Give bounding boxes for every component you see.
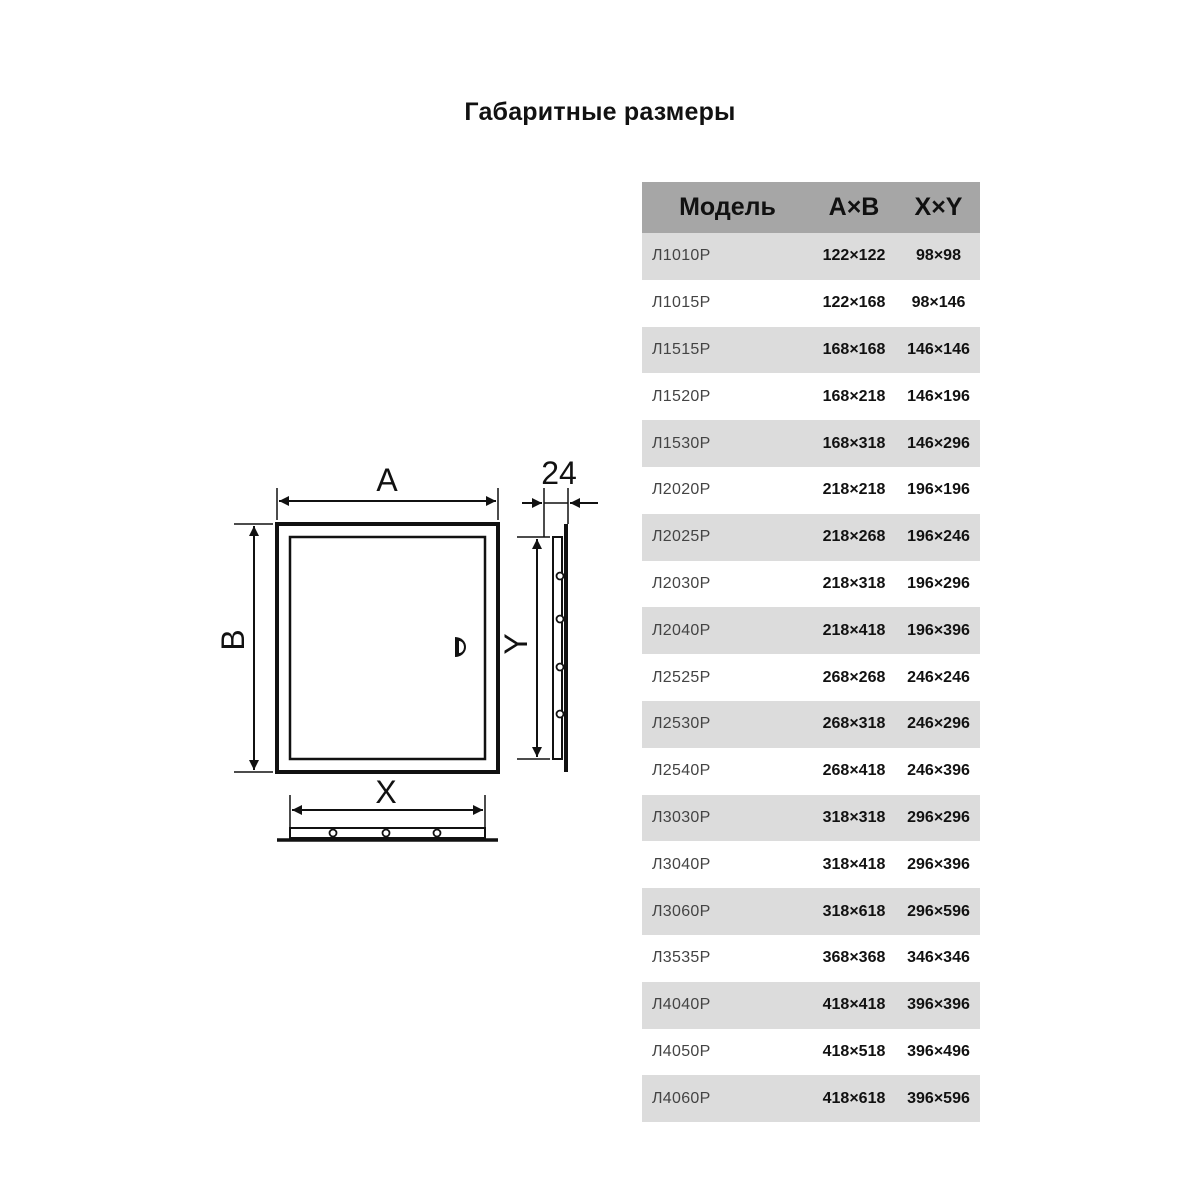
label-b: B — [215, 629, 251, 651]
table-row — [642, 280, 980, 327]
cell-xy: 396×496 — [907, 1042, 970, 1060]
cell-model: Л2530Р — [652, 715, 711, 733]
table-row — [642, 420, 980, 467]
table-row — [642, 607, 980, 654]
table-row — [642, 982, 980, 1029]
cell-ab: 218×318 — [822, 574, 886, 592]
table-row — [642, 514, 980, 561]
cell-xy: 396×596 — [907, 1089, 970, 1107]
cell-ab: 418×518 — [822, 1042, 886, 1060]
table-row — [642, 233, 980, 280]
cell-ab: 418×618 — [822, 1089, 886, 1107]
cell-model: Л2525Р — [652, 668, 711, 686]
table-row — [642, 654, 980, 701]
cell-ab: 122×168 — [822, 294, 886, 312]
table-row — [642, 327, 980, 374]
label-x: X — [375, 774, 397, 810]
label-y: Y — [498, 633, 534, 655]
table-row — [642, 1075, 980, 1122]
cell-ab: 318×618 — [822, 902, 886, 920]
cell-xy: 246×246 — [907, 668, 970, 686]
table-row — [642, 935, 980, 982]
cell-xy: 246×296 — [907, 715, 970, 733]
cell-xy: 196×246 — [907, 528, 970, 546]
cell-ab: 168×318 — [822, 434, 886, 452]
cell-model: Л1520Р — [652, 387, 711, 405]
table-row — [642, 795, 980, 842]
cell-xy: 246×396 — [907, 762, 970, 780]
cell-ab: 268×418 — [822, 762, 886, 780]
cell-model: Л4060Р — [652, 1089, 711, 1107]
table-body — [642, 233, 980, 1122]
cell-xy: 196×196 — [907, 481, 970, 499]
cell-model: Л3535Р — [652, 949, 711, 967]
header-xy: X×Y — [914, 193, 963, 221]
cell-model: Л2040Р — [652, 621, 711, 639]
cell-ab: 218×268 — [822, 528, 886, 546]
table-row — [642, 1029, 980, 1076]
cell-model: Л2540Р — [652, 762, 711, 780]
cell-model: Л1515Р — [652, 340, 711, 358]
table-row — [642, 841, 980, 888]
header-model: Модель — [679, 193, 776, 221]
cell-model: Л1010Р — [652, 247, 711, 265]
label-a: A — [376, 462, 398, 498]
table-row — [642, 373, 980, 420]
cell-model: Л1015Р — [652, 294, 711, 312]
cell-ab: 168×168 — [822, 340, 886, 358]
cell-xy: 146×296 — [907, 434, 970, 452]
cell-xy: 346×346 — [907, 949, 970, 967]
table-row — [642, 561, 980, 608]
cell-xy: 296×396 — [907, 855, 970, 873]
cell-xy: 196×296 — [907, 574, 970, 592]
cell-model: Л4050Р — [652, 1042, 711, 1060]
table-header — [642, 182, 980, 233]
table-row — [642, 701, 980, 748]
cell-xy: 296×296 — [907, 808, 970, 826]
header-ab: A×B — [828, 193, 880, 221]
cell-ab: 318×418 — [822, 855, 886, 873]
cell-ab: 268×318 — [822, 715, 886, 733]
label-depth: 24 — [541, 455, 577, 491]
cell-model: Л3060Р — [652, 902, 711, 920]
cell-ab: 218×418 — [822, 621, 886, 639]
page-title: Габаритные размеры — [464, 98, 736, 126]
cell-ab: 318×318 — [822, 808, 886, 826]
cell-xy: 146×146 — [907, 340, 970, 358]
table-row — [642, 467, 980, 514]
table-row — [642, 748, 980, 795]
cell-model: Л2025Р — [652, 528, 711, 546]
cell-xy: 98×98 — [916, 247, 961, 265]
cell-ab: 268×268 — [822, 668, 886, 686]
cell-model: Л2030Р — [652, 574, 711, 592]
cell-ab: 418×418 — [822, 996, 886, 1014]
cell-xy: 296×596 — [907, 902, 970, 920]
side-section — [553, 537, 562, 759]
cell-xy: 146×196 — [907, 387, 970, 405]
cell-model: Л2020Р — [652, 481, 711, 499]
cell-model: Л4040Р — [652, 996, 711, 1014]
cell-ab: 368×368 — [822, 949, 886, 967]
table-row — [642, 888, 980, 935]
cell-ab: 122×122 — [822, 247, 886, 265]
cell-ab: 168×218 — [822, 387, 886, 405]
cell-model: Л3030Р — [652, 808, 711, 826]
cell-model: Л3040Р — [652, 855, 711, 873]
cell-model: Л1530Р — [652, 434, 711, 452]
cell-xy: 196×396 — [907, 621, 970, 639]
dimensions-table — [642, 182, 980, 1122]
cell-xy: 98×146 — [911, 294, 966, 312]
cell-xy: 396×396 — [907, 996, 970, 1014]
cell-ab: 218×218 — [822, 481, 886, 499]
